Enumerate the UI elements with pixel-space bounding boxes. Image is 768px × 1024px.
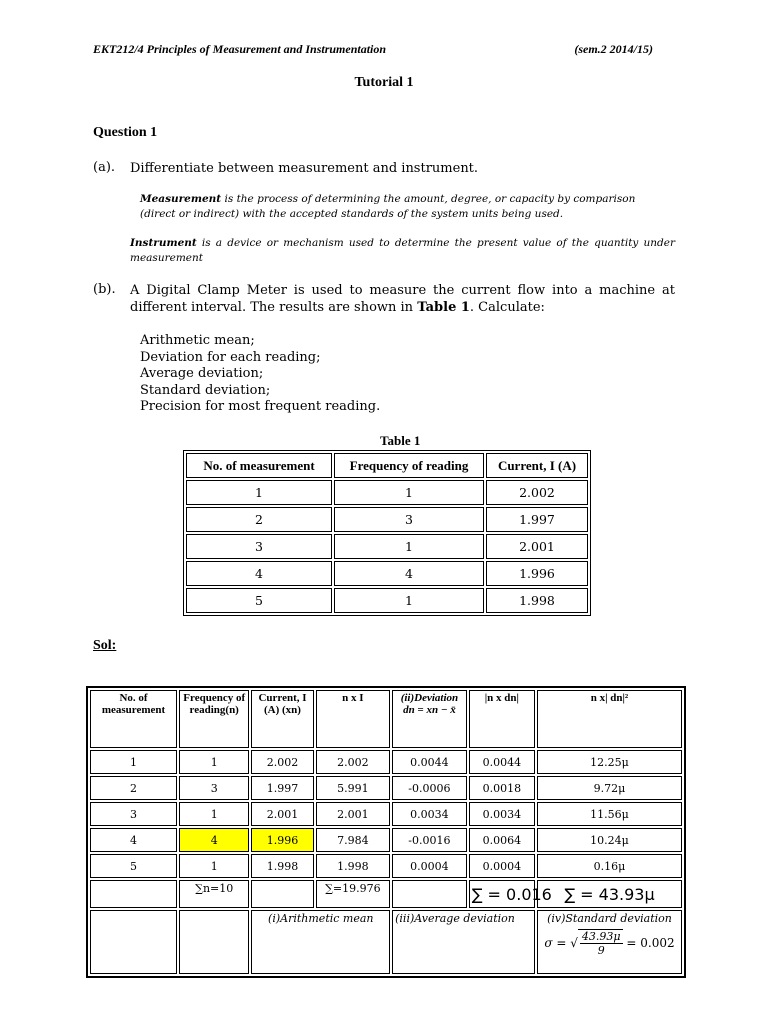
table-cell (90, 880, 177, 908)
table-cell: 10.24μ (537, 828, 682, 852)
table-cell: 11.56μ (537, 802, 682, 826)
table-row (186, 507, 588, 532)
sd-sigma: σ = (544, 936, 567, 950)
list-item: Arithmetic mean; (140, 333, 255, 348)
sol-header-current: Current, I (A) (xn) (251, 690, 313, 748)
instrument-definition (130, 236, 675, 266)
solution-table (86, 686, 686, 978)
average-deviation-label: (iii)Average deviation (392, 910, 535, 974)
page-header (93, 42, 653, 57)
sd-denominator: 9 (597, 944, 605, 957)
table-cell: 2.001 (316, 802, 391, 826)
part-b-label: (b). (93, 282, 116, 297)
table-cell (90, 910, 177, 974)
measurement-definition (140, 192, 665, 222)
table-cell: 1 (334, 480, 484, 505)
table-cell: 2.002 (316, 750, 391, 774)
question-heading: Question 1 (93, 125, 158, 140)
table1-header: Frequency of reading (334, 453, 484, 478)
table-cell: 2.002 (251, 750, 313, 774)
highlighted-cell: 1.996 (251, 828, 313, 852)
table-cell: -0.0016 (392, 828, 467, 852)
part-a-text: Differentiate between measurement and instrument. (130, 161, 479, 176)
table-cell: 5.991 (316, 776, 391, 800)
sol-header-freq: Frequency of reading(n) (179, 690, 249, 748)
table-cell: 12.25μ (537, 750, 682, 774)
sol-header-abs: |n x dn| (469, 690, 535, 748)
table-cell (251, 880, 313, 908)
sol-header-no: No. of measurement (90, 690, 177, 748)
table-cell: 3 (90, 802, 177, 826)
table-cell: 1.996 (486, 561, 588, 586)
table1-header: No. of measurement (186, 453, 332, 478)
table-cell: 0.0034 (469, 802, 535, 826)
sum-n: ∑n=10 (179, 880, 249, 908)
table-cell: 2 (90, 776, 177, 800)
table-cell: 1 (179, 802, 249, 826)
table-cell: 3 (334, 507, 484, 532)
table-cell: 9.72μ (537, 776, 682, 800)
table-cell: 4 (334, 561, 484, 586)
table-cell: 1 (186, 480, 332, 505)
table-row (186, 480, 588, 505)
table-cell: 5 (186, 588, 332, 613)
sol-header-sq: n x| dn|² (537, 690, 682, 748)
sum-nxi: ∑=19.976 (316, 880, 391, 908)
table-cell: 4 (186, 561, 332, 586)
measurement-def-text: is the process of determining the amount, degree, or capacity by comparison (direct or indirect) with the accepted standards of the system units being used. (140, 193, 636, 220)
standard-deviation-cell (537, 910, 682, 974)
table-row (90, 828, 682, 852)
table-row (90, 802, 682, 826)
instrument-def-text: is a device or mechanism used to determine the present value of the quantity under measurement (130, 237, 675, 264)
table-cell: 0.0034 (392, 802, 467, 826)
arithmetic-mean-label: (i)Arithmetic mean (251, 910, 390, 974)
table-cell: 2.002 (486, 480, 588, 505)
part-b-text-2: . Calculate: (469, 300, 545, 315)
table-cell: 3 (186, 534, 332, 559)
table1 (183, 450, 591, 616)
list-item: Deviation for each reading; (140, 349, 321, 365)
table-cell: 0.0044 (469, 750, 535, 774)
solution-label: Sol: (93, 638, 117, 653)
instrument-term: Instrument (130, 237, 197, 249)
table-cell: 5 (90, 854, 177, 878)
table-cell: 1 (179, 854, 249, 878)
table-cell: 2.001 (251, 802, 313, 826)
table-cell: 7.984 (316, 828, 391, 852)
sol-header-nxi: n x I (316, 690, 391, 748)
table-row (90, 854, 682, 878)
table-cell: 0.0018 (469, 776, 535, 800)
deviation-formula: dn = xn − x̄ (403, 704, 456, 716)
table-cell: 2.001 (486, 534, 588, 559)
deviation-label: (ii)Deviation (400, 692, 459, 704)
table-cell: 1 (334, 588, 484, 613)
part-b-table-ref: Table 1 (417, 300, 470, 315)
table-cell: 0.16μ (537, 854, 682, 878)
table-cell: 2 (186, 507, 332, 532)
results-row (90, 910, 682, 974)
table1-caption: Table 1 (380, 433, 421, 448)
sum-row (90, 880, 682, 908)
table-row (90, 776, 682, 800)
part-b-text (130, 282, 675, 316)
table-cell: 1.997 (486, 507, 588, 532)
table-cell: 1 (179, 750, 249, 774)
table-cell: 1 (334, 534, 484, 559)
table-row (186, 534, 588, 559)
table-cell: 1.998 (316, 854, 391, 878)
table-cell: 1 (90, 750, 177, 774)
part-b-text-1: A Digital Clamp Meter is used to measure the current flow into a machine at different interval. The results are shown in (130, 283, 675, 315)
page-title: Tutorial 1 (354, 75, 414, 90)
table-cell: 3 (179, 776, 249, 800)
header-course: EKT212/4 Principles of Measurement and Instrumentation (93, 42, 387, 56)
sol-header-deviation (392, 690, 467, 748)
list-item: Standard deviation; (140, 382, 271, 398)
sd-formula: σ = √ $\frac{43.93\mu}{9}$ = 0.002 (544, 930, 675, 957)
calc-list (140, 333, 380, 416)
measurement-term: Measurement (140, 193, 222, 205)
table-cell: 1.997 (251, 776, 313, 800)
sd-result: = 0.002 (626, 936, 675, 950)
highlighted-cell: 4 (179, 828, 249, 852)
table-cell (392, 880, 467, 908)
table-cell: 0.0044 (392, 750, 467, 774)
table-cell: -0.0006 (392, 776, 467, 800)
sd-numerator: 43.93μ (581, 930, 621, 943)
table-row (186, 588, 588, 613)
sum-sq: ∑ = 43.93μ (537, 880, 682, 908)
table-cell: 1.998 (251, 854, 313, 878)
table-cell: 0.0004 (469, 854, 535, 878)
table-cell: 0.0004 (392, 854, 467, 878)
sum-abs: ∑ = 0.016 (469, 880, 535, 908)
standard-deviation-label: (iv)Standard deviation (547, 912, 672, 925)
table-cell: 4 (90, 828, 177, 852)
table-row (90, 750, 682, 774)
list-item: Precision for most frequent reading. (140, 399, 381, 414)
sd-sqrt (578, 929, 623, 957)
part-a-label: (a). (93, 160, 116, 175)
sd-fraction (580, 930, 623, 957)
table-cell (179, 910, 249, 974)
list-item: Average deviation; (140, 366, 264, 381)
header-semester: (sem.2 2014/15) (574, 42, 653, 56)
table-cell: 0.0064 (469, 828, 535, 852)
table-cell: 1.998 (486, 588, 588, 613)
table1-header: Current, I (A) (486, 453, 588, 478)
table-row (186, 561, 588, 586)
